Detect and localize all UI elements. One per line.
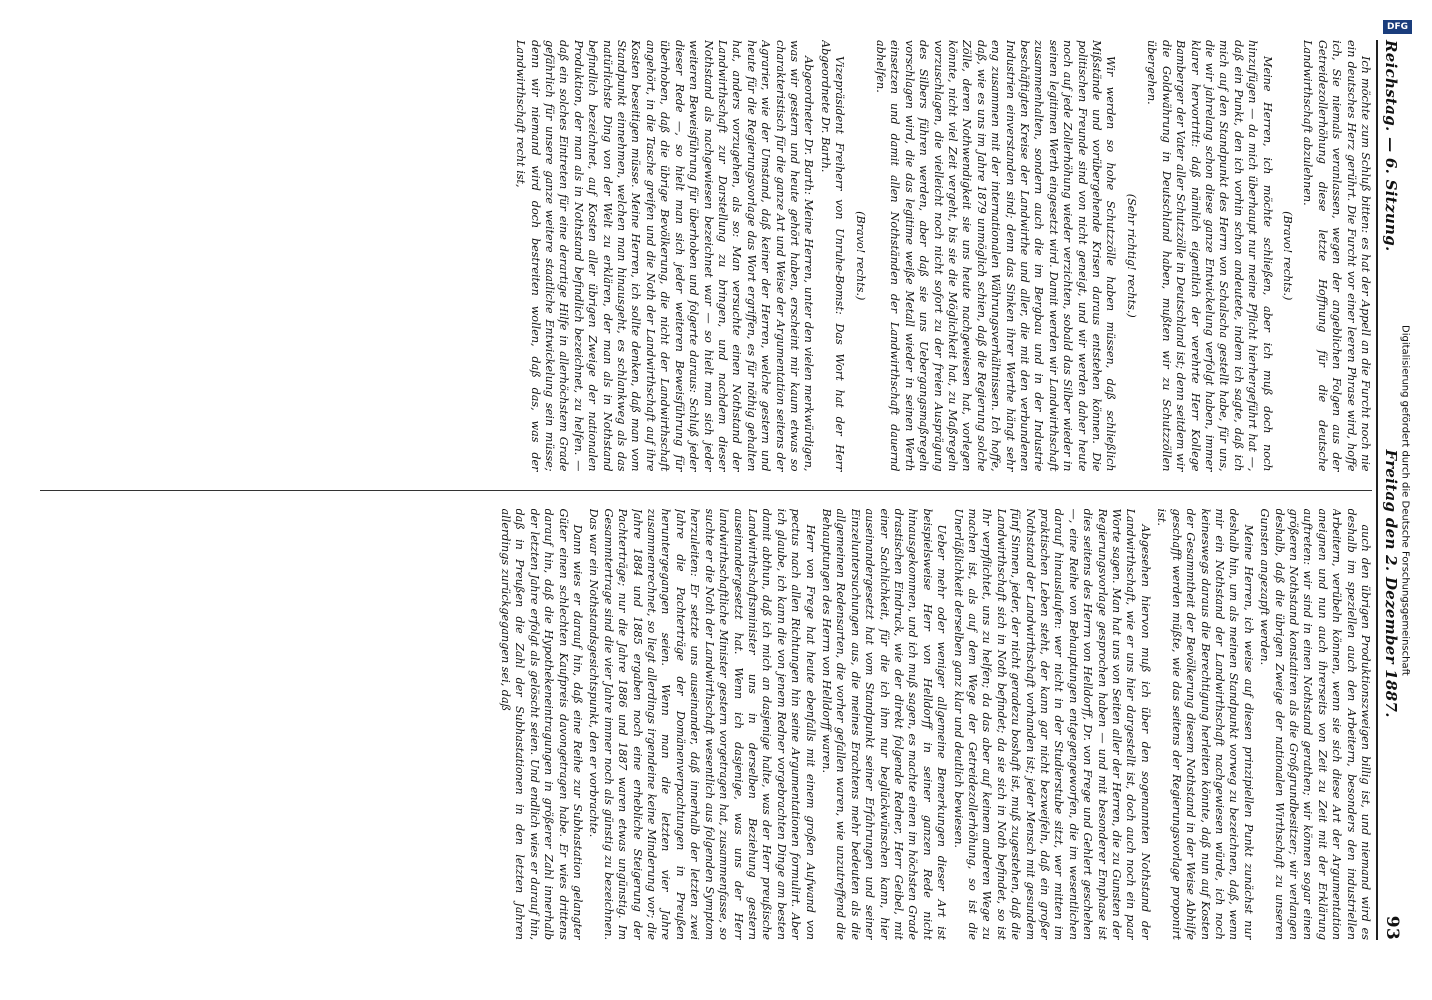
paragraph: auch den übrigen Produktionszweigen billig ist, und niemand wird es deshalb im speziellen auch den Arbeitern, besonders den industriellen Arbeitern, verübeln können, wenn sie sich diese Art der Argumentation aneignen und nun auch ihrerseits von Zeit zu Zeit mit der Erklärung auftreten: wir sind in einen Nothstand gerathen; wir können sogar einen größeren Nothstand konstatiren als die Großgrundbesitzer; wir verlangen deshalb, daß die übrigen Zweige der nationalen Wirthschaft zu unseren Gunsten angezapft werden.: [1258, 508, 1372, 940]
paragraph: Ich möchte zum Schluß bitten: es hat der Appell an die Furcht noch nie ein deutsches Herz gerührt. Die Furcht vor einer leeren Phrase wird, hoffe ich, Sie niemals veranlassen, wegen der angeblichen Folgen aus der Getreidezollerhöhung diese letzte Hoffnung für die deutsche Landwirthschaft abzulehnen.: [1301, 40, 1372, 472]
paragraph: Dann wies er darauf hin, daß eine Reihe zur Subhastation gelangter Güter einen schlechten Kaufpreis davongetragen habe. Er wies drittens darauf hin, daß die Hypothekeneintragungen in größerer Zahl innerhalb der letzten Jahre erfolgt als gelöscht seien. Und endlich wies er darauf hin, daß in Preußen die Zahl der Subhastationen in den letzten Jahren allerdings zurückgegangen sei, daß: [499, 508, 585, 940]
interjection: (Bravo! rechts.): [853, 211, 867, 301]
paragraph: Abgesehen hiervon muß ich über den sogenannten Nothstand der Landwirthschaft, wie er uns hier dargestellt ist, doch auch noch ein paar Worte sagen. Man hat uns von Seiten aller der Herren, die zu Gunsten der Regierungsvorlage gesprochen haben — und mit besonderer Emphase ist dies seitens des Herrn von Helldorff, Dr. von Frege und Gehlert geschehen —, eine Reihe von Behauptungen entgegengeworfen, die im wesentlichen darauf hinauslaufen: wer nicht in der Studierstube sitzt, wer mitten im praktischen Leben steht, der kann gar nicht bezweifeln, daß ein großer Nothstand der Landwirthschaft vorhanden ist; jeder Mensch mit gesundem fünf Sinnen, jeder, der nicht geradezu boshaft ist, muß zugestehen, daß die Landwirthschaft sich in Noth befindet; da sie sich in Noth befindet, so ist Ihr verpflichtet, uns zu helfen; da das aber auf keinem anderen Wege zu machen ist, als auf dem Wege der Getreidezollerhöhung, so ist die Unerläßlichkeit derselben ganz klar und deutlich bewiesen.: [951, 508, 1152, 940]
paragraph: Vizepräsident Freiherr von Unruhe-Bomst: Das Wort hat der Herr Abgeordnete Dr. Barth.: [818, 40, 847, 472]
page-number: 93: [1382, 915, 1402, 940]
paragraph: Abgeordneter Dr. Barth: Meine Herren, unter den vielen merkwürdigen, was wir gestern und heute gehört haben, erscheint mir kaum etwas so charakteristisch für die ganze Art und Weise der Argumentation seitens der Agrarier, wie der Umstand, daß keiner der Herren, welche gestern und heute für die Regierungsvorlage das Wort ergriffen, es für nöthig gehalten hat, anders vorzugehen, als so: Man versuchte einen Nothstand der Landwirthschaft zur Darstellung zu bringen, und nachdem dieser Nothstand als nachgewiesen bezeichnet war — so hielt man sich jeder weiteren Beweisführung für überhoben und folgerte daraus: Schluß jeder dieser Rede —, so hielt man sich jeder weiteren Beweisführung für überhoben, daß die übrige Bevölkerung, die nicht der Landwirthschaft angehört, in die Tasche greifen und die Noth der Landwirthschaft auf ihre Kosten beseitigen müsse. Meine Herren, ich sollte denken, daß man vom Standpunkt einnehmen, welchen man hinausgeht, es schlankweg als das natürlichste Ding von der Welt zu erklären, der man als in Nothstand befindlich bezeichnet, auf Kosten aller übrigen Zweige der nationalen Produktion, der man als in Nothstand befindlich bezeichnet, zu helfen. — daß ein solches Eintreten für eine derartige Hilfe in allerhöchstem Grade gefährlich für unsere ganze weitere staatliche Entwickelung sein müsse; denn wir niemand wird doch bestreiten wollen, daß das, was der Landwirthschaft recht ist,: [514, 40, 816, 472]
paragraph: Ueber mehr oder weniger allgemeine Bemerkungen dieser Art ist beispielsweise Herr von Helldorff in seiner ganzen Rede nicht hinausgekommen, und ich muß sagen, es machte einen im höchsten Grade drastischen Eindruck, wie der direkt folgende Redner, Herr Geibel, mit einer Sachlichkeit, für die ich ihm nur beglückwünschen kann, hier auseinandergesetzt hat vom Standpunkt seiner Erfahrungen und seiner Einzeluntersuchungen aus, die meines Erachtens mehr bedeuten als die allgemeinen Redensarten, die vorher gefallen waren, wie unzutreffend die Behauptungen des Herrn von Helldorff waren.: [819, 508, 949, 940]
paragraph: Meine Herren, ich möchte schließen, aber ich muß doch noch hinzufügen — da mich überhaupt nur meine Pflicht hierhergeführt hat —, daß ein Punkt, den ich vorhin schon andeutete, indem ich sagte, daß ich mich auf den Standpunkt des Herrn von Schalscha gestellt habe, für uns, die wir jahrelang schon diese ganze Entwickelung verfolgt haben, immer klarer hervortritt: daß nämlich eigentlich der verehrte Herr Kollege Bamberger der Vater aller Schutzzölle in Deutschland ist; denn seitdem wir die Goldwährung in Deutschland haben, mußten wir zu Schutzzöllen übergehen.: [1145, 40, 1274, 472]
header-session: Reichstag. — 6. Sitzung.: [1382, 40, 1400, 252]
interjection: (Sehr richtig! rechts.): [1124, 193, 1138, 318]
dfg-logo: DFG: [1383, 20, 1412, 34]
column-divider: [40, 490, 1372, 491]
paragraph: Meine Herren, ich weise auf diesen prinzipiellen Punkt zunächst nur deshalb hin, um als meinen Standpunkt vorweg zu bezeichnen, daß, wenn mir ein Nothstand der Landwirthschaft nachgewiesen würde, ich noch keineswegs daraus die Berechtigung herleiten könnte, daß nun auf Kosten der Gesammtheit der Bevölkerung diesem Nothstand in der Weise Abhilfe geschafft werden müßte, wie das seitens der Regierungsvorlage proponirt ist.: [1155, 508, 1255, 940]
column-right: [40, 509, 1372, 941]
paragraph: Herr von Frege hat heute ebenfalls mit einem großen Aufwand von pectus nach allen Richtungen hin seine Argumentationen formulirt. Aber ich glaube, ich kann die von jenem Redner vorgebrachten Dinge am besten damit abthun, daß ich mich an dasjenige halte, was der Herr preußische Landwirthschaftsminister uns in derselben Beziehung gestern auseinandergesetzt hat. Wenn ich dasjenige, was uns der Herr landwirthschaftliche Minister gestern vorgetragen hat, zusammenfasse, so suchte er die Noth der Landwirthschaft wesentlich aus folgenden Symptom herzuleiten: Er setzte uns auseinander, daß innerhalb der letzten zwei Jahre die Pachterträge der Domänenverpachtungen in Preußen heruntergegangen seien. Wenn man die letzten vier Jahre zusammenrechnet, so liegt allerdings irgendeine keine Minderung vor; die Jahre 1884 und 1885 ergaben noch eine erhebliche Steigerung der Pachterträge; nur die Jahre 1886 und 1887 waren etwas ungünstig. Im Gesammtertrage sind die vier Jahre immer noch als günstig zu bezeichnen. Das war ein Nothstandsgesichtspunkt, den er vorbrachte.: [587, 508, 817, 940]
interjection: (Bravo! rechts.): [1280, 211, 1294, 301]
paragraph: Wir werden so hohe Schutzzölle haben müssen, daß schließlich Mißstände und vorübergehende Krisen daraus entstehen können. Die politischen Freunde sind von nicht geneigt, und wir werden daher heute noch auf jede Zollerhöhung wieder verzichten, sobald das Silber wieder in seinen legitimen Werth eingesetzt wird. Damit werden wir Landwirthschaft zusammenhalten, sondern auch die im Bergbau und in der Industrie beschäftigten Kreise der Landwirthe und aller, die mit den verbundenen Industrien einverstanden sind; denn das Sinken ihrer Werthe hängt sehr eng zusammen mit der internationalen Währungsverhältnissen. Ich hoffe, daß, wie es uns im Jahre 1879 unmöglich schien, daß die Regierung solche Zölle, deren Nothwendigkeit sie uns heute nachgewiesen hat, vorlegen könnte, nicht viel Zeit vergeht, bis sie die Möglichkeit hat, zu Maßregeln vorzuschlagen, die vielleicht noch nicht sofort zu der freien Ausprägung des Silbers führen werden, aber daß sie uns Uebergangsmaßregeln vorschlagen wird, die das legitime weiße Metall wieder in seinen Werth einsetzen und damit allen Nothständen der Landwirthschaft dauernd abhelfen.: [874, 40, 1118, 472]
text-columns: [40, 40, 1372, 940]
column-left: [40, 40, 1372, 472]
digitization-credit: Digitalisierung gefördert durch die Deutsche Forschungsgemeinschaft: [1399, 324, 1411, 676]
header-date: Freitag den 2. Dezember 1887.: [1382, 449, 1400, 718]
